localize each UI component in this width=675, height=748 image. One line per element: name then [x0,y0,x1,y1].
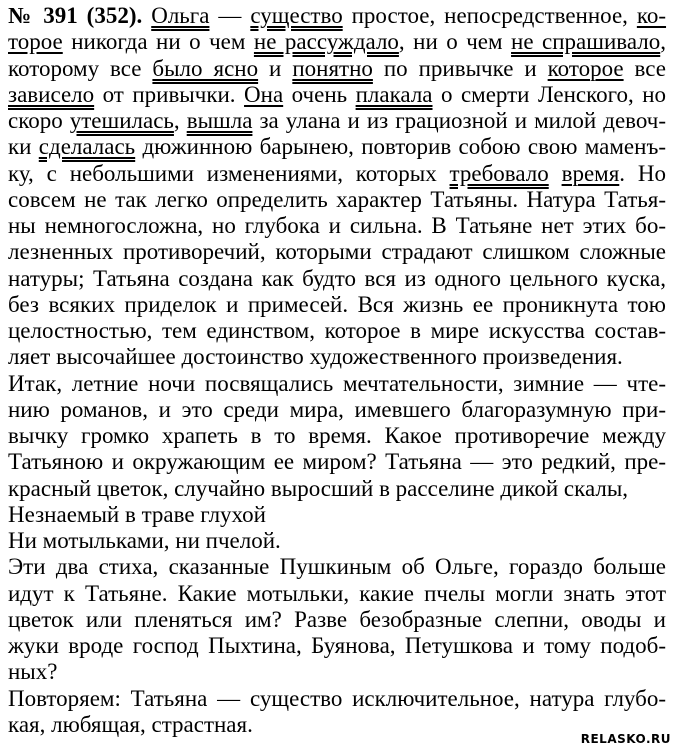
text-segment: о смерти Ленского, но [432,81,667,107]
text-line [8,2,666,29]
text-segment: лезненных противоречий, которыми страдают слишком сложные [8,239,666,265]
text-segment: , [173,108,187,133]
text-segment: Эти два стиха, сказанные Пушкиным об Ольге, гораздо больше [8,554,666,580]
text-line [8,501,666,528]
predicate-underlined: существо [250,3,343,28]
subject-underlined: ко- [636,3,667,28]
watermark: RELASKO.RU [580,732,671,746]
text-segment: никогда ни о чем [62,29,254,55]
text-segment: которому все [8,55,153,81]
text-segment: все [623,55,666,81]
text-segment: без всяких приделок и примесей. Вся жизнь ее проникнута тою [8,291,666,317]
text-segment: красный цветок, случайно выросший в расселине дикой скалы, [8,475,629,501]
text-segment: . Но [619,160,666,186]
predicate-underlined: зависело [8,81,95,107]
text-segment: по привычке и [372,55,548,81]
subject-underlined: торое [8,29,63,55]
predicate-underlined: было ясно [152,55,259,81]
text-segment: — [209,3,251,28]
text-line [8,370,666,397]
text-line [8,133,666,160]
text-line [8,580,666,607]
text-segment: вычку громко храпеть в то время. Какое противоречие между [8,423,666,448]
text-segment: ных? [8,659,58,685]
text-line [8,238,666,265]
text-line [8,55,666,82]
subject-underlined: которое [547,55,624,81]
text-segment: скоро [8,108,70,133]
text-line [8,107,666,134]
text-line [8,81,666,108]
text-segment: ки [8,134,39,160]
text-segment: простое, непосредственное, [342,3,637,28]
text-segment: кая, любящая, страстная. [8,711,253,737]
text-line [8,711,666,738]
text-segment: ку, с небольшими изменениями, которых [8,160,450,186]
text-segment: , [660,29,666,55]
text-segment: и [258,55,293,81]
subject-underlined: время [561,160,620,186]
text-line [8,212,666,239]
text-segment [142,3,151,28]
text-segment: за улана и из грациозной и милой девоч- [252,108,667,133]
text-line [8,422,666,449]
text-segment: нию романов, и это среди мира, имевшего благоразумную при- [8,396,666,422]
text-line [8,265,666,292]
text-line [8,317,666,344]
text-segment: совсем не так легко определить характер Татьяны. Натура Татья- [8,186,666,212]
text-segment: очень [283,81,356,107]
text-segment: Итак, летние ночи посвящались мечтательности, зимние — чте- [8,370,666,396]
text-line [8,396,666,423]
text-segment: цветок или пленяться им? Разве безобразные слепни, оводы и [8,606,666,632]
text-segment: Повторяем: Татьяна — существо исключительное, натура глубо- [8,685,666,711]
text-line [8,291,666,318]
text-line [8,527,666,554]
text-segment: натуры; Татьяна создана как будто вся из одного цельного куска, [8,265,666,291]
text-line [8,475,666,502]
predicate-underlined: требовало [449,160,549,186]
text-segment: , ни о чем [398,29,512,55]
text-segment: Незнаемый в траве глухой [8,501,266,527]
text-segment [549,161,562,186]
text-line [8,448,666,475]
predicate-underlined: вышла [186,108,253,133]
predicate-underlined: плакала [355,81,433,107]
text-segment: идут к Татьяне. Какие мотыльки, какие пчелы могли знать этот [8,580,666,606]
text-segment: от привычки. [94,81,245,107]
text-line [8,28,666,55]
text-line [8,343,666,370]
text-line [8,658,666,685]
predicate-underlined: не спрашивало [511,29,661,55]
text-line [8,553,666,580]
subject-underlined: Она [244,81,284,107]
text-segment: Татьяною и окружающим ее миром? Татьяна — это редкий, пре- [8,449,666,475]
text-segment: Ни мотыльками, ни пчелой. [8,528,281,553]
predicate-underlined: утешилась [69,108,174,133]
predicate-underlined: не рассуждало [253,29,399,55]
predicate-underlined: понятно [292,55,373,81]
text-line [8,186,666,213]
text-line [8,632,666,659]
text-segment: дюжинною барынею, повторив собою свою маменъ- [135,134,666,160]
exercise-number: № 391 (352). [8,3,143,28]
text-line [8,160,666,187]
text-segment: ны немногосложна, но глубока и сильна. В Татьяне нет этих бо- [8,213,666,238]
text-segment: жуки вроде господ Пыхтина, Буянова, Петушкова и тому подоб- [8,633,666,658]
text-line [8,606,666,633]
text-line [8,685,666,712]
predicate-underlined: Ольга [151,3,210,28]
text-segment: ляет высочайшее достоинство художественного произведения. [8,344,623,370]
predicate-underlined: сделалась [38,134,136,160]
text-segment: целостностью, тем единством, которое в мире искусства состав- [8,318,666,343]
